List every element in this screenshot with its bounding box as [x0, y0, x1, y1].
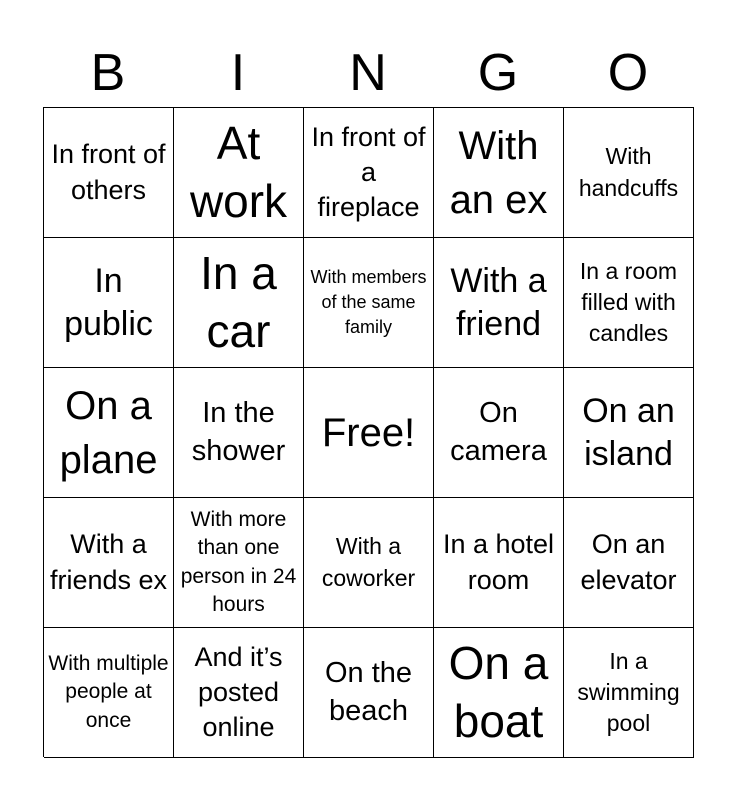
header-letter-n: N — [349, 44, 387, 102]
cell-text: On camera — [450, 396, 547, 467]
cell-text: In the shower — [191, 396, 286, 467]
header-letter-o: O — [607, 44, 649, 102]
bingo-cell[interactable] — [564, 628, 694, 758]
cell-text: With a friend — [450, 262, 547, 343]
bingo-cell[interactable] — [304, 498, 434, 628]
bingo-cell[interactable] — [174, 498, 304, 628]
bingo-cell[interactable] — [434, 238, 564, 368]
bingo-cell[interactable] — [304, 238, 434, 368]
cell-text: In a hotel room — [442, 529, 555, 595]
bingo-board — [43, 107, 694, 757]
cell-text: In front of others — [51, 139, 166, 205]
cell-text: With multiple people at once — [48, 651, 169, 732]
bingo-cell[interactable] — [564, 368, 694, 498]
cell-text: With an ex — [449, 123, 548, 222]
bingo-cell[interactable] — [564, 238, 694, 368]
cell-text: On an island — [582, 392, 675, 473]
cell-text: In a swimming pool — [577, 647, 680, 737]
free-space-text: Free! — [321, 410, 416, 455]
header-letter-i: I — [230, 44, 246, 102]
bingo-cell[interactable] — [434, 368, 564, 498]
bingo-cell[interactable] — [174, 108, 304, 238]
cell-text: At work — [189, 117, 288, 227]
bingo-cell[interactable] — [174, 238, 304, 368]
bingo-cell[interactable] — [44, 628, 174, 758]
cell-text: With a coworker — [321, 533, 416, 591]
bingo-cell[interactable] — [304, 108, 434, 238]
header-letter-g: G — [477, 44, 519, 102]
cell-text: With more than one person in 24 hours — [180, 507, 297, 616]
cell-text: And it’s posted online — [194, 641, 283, 743]
cell-text: In front of a fireplace — [311, 121, 426, 223]
cell-text: On an elevator — [580, 529, 677, 595]
bingo-cell[interactable] — [174, 368, 304, 498]
bingo-cell[interactable] — [434, 498, 564, 628]
cell-text: On a plane — [59, 383, 158, 482]
bingo-cell[interactable] — [44, 368, 174, 498]
bingo-cell[interactable] — [304, 628, 434, 758]
cell-text: On a boat — [448, 637, 549, 747]
bingo-cell[interactable] — [44, 238, 174, 368]
bingo-cell[interactable] — [564, 498, 694, 628]
header-letter-b: B — [90, 44, 126, 102]
cell-text: With a friends ex — [49, 529, 168, 595]
cell-text: In a car — [200, 247, 277, 357]
cell-text: In a room filled with candles — [579, 257, 678, 347]
cell-text: With members of the same family — [310, 266, 427, 338]
cell-text: On the beach — [324, 656, 413, 727]
bingo-cell-free[interactable] — [304, 368, 434, 498]
bingo-header — [43, 38, 693, 108]
bingo-cell[interactable] — [174, 628, 304, 758]
bingo-cell[interactable] — [434, 108, 564, 238]
cell-text: With handcuffs — [578, 143, 679, 201]
cell-text: In public — [64, 262, 153, 343]
bingo-cell[interactable] — [44, 108, 174, 238]
bingo-cell[interactable] — [434, 628, 564, 758]
bingo-cell[interactable] — [44, 498, 174, 628]
bingo-cell[interactable] — [564, 108, 694, 238]
